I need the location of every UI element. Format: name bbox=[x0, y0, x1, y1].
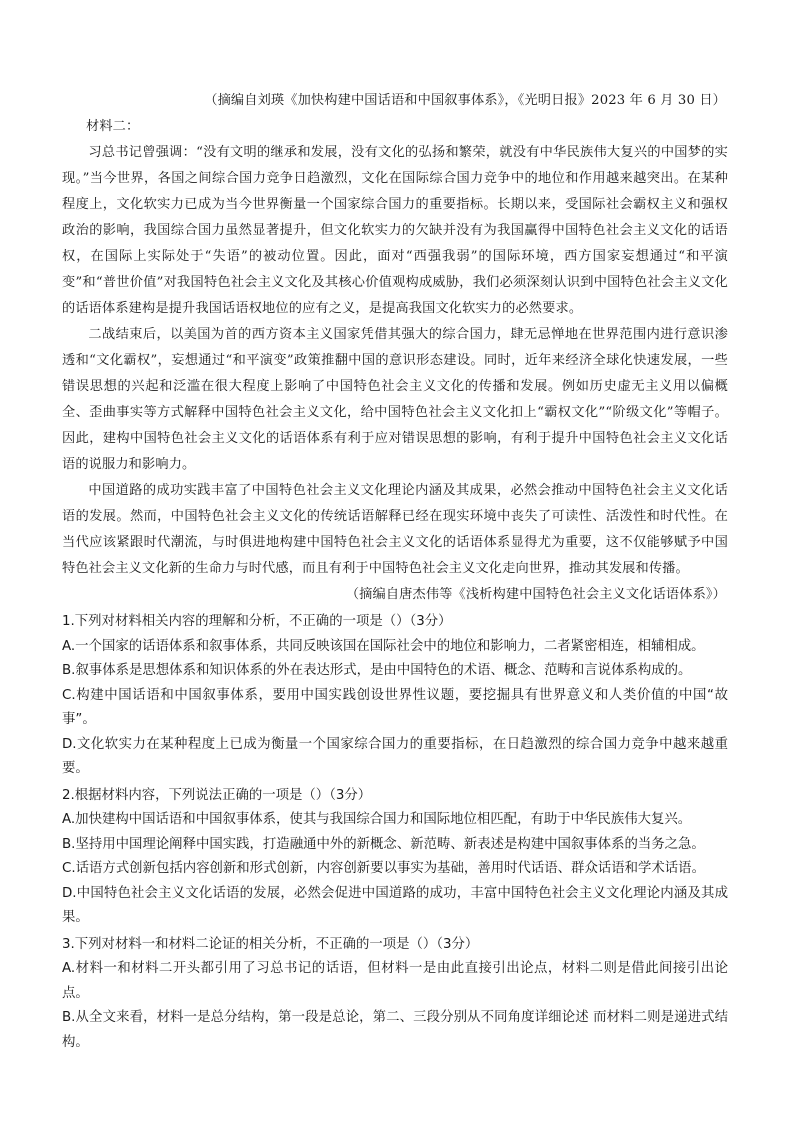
option-d: D.文化软实力在某种程度上已成为衡量一个国家综合国力的重要指标，在日趋激烈的综合国力竞争中越来越重要。 bbox=[62, 736, 728, 776]
option-d: D.中国特色社会主义文化话语的发展，必然会促进中国道路的成功，丰富中国特色社会主义文化理论内涵及其成果。 bbox=[62, 885, 728, 925]
material1-source: （摘编自刘瑛《加快构建中国话语和中国叙事体系》，《光明日报》2023 年 6 月 30 日） bbox=[204, 93, 726, 108]
question-stem: 1.下列对材料相关内容的理解和分析，不正确的一项是（）（3分） bbox=[62, 614, 452, 629]
option-a: A.加快建构中国话语和中国叙事体系，使其与我国综合国力和国际地位相匹配，有助于中华民族伟大复兴。 bbox=[62, 812, 692, 827]
material2-paragraph: 习总书记曾强调：“没有文明的继承和发展，没有文化的弘扬和繁荣，就没有中华民族伟大复兴的中国梦的实现。”当今世界，各国之间综合国力竞争日趋激烈，文化在国际综合国力竞争中的地位和作用越来越突出。在某种程度上，文化软实力已成为当今世界衡量一个国家综合国力的重要指标。长期以来，受国际社会霸权主义和强权政治的影响，我国综合国力虽然显著提升，但文化软实力的欠缺并没有为我国赢得中国特色社会主义文化的话语权，在国际上实际处于“失语”的被动位置。因此，面对“西强我弱”的国际环境，西方国家妄想通过“和平演变”和“普世价值”对我国特色社会主义文化及其核心价值观构成威胁，我们必须深刻认识到中国特色社会主义文化的话语体系建构是提升我国话语权地位的应有之义，是提高我国文化软实力的必然要求。 bbox=[62, 145, 728, 316]
material2-paragraph: 中国道路的成功实践丰富了中国特色社会主义文化理论内涵及其成果，必然会推动中国特色社会主义文化话语的发展。然而，中国特色社会主义文化的传统话语解释已经在现实环境中丧失了可读性、活泼性和时代性。在当代应该紧跟时代潮流，与时俱进地构建中国特色社会主义文化的话语体系显得尤为重要，这不仅能够赋予中国特色社会主义文化新的生命力与时代感，而且有利于中国特色社会主义文化走向世界，推动其发展和传播。 bbox=[62, 483, 728, 576]
question-stem: 2.根据材料内容，下列说法正确的一项是（）（3分） bbox=[62, 787, 372, 803]
question-1 bbox=[62, 610, 728, 782]
material2-label: 材料二： bbox=[86, 119, 140, 134]
material2-body bbox=[62, 140, 728, 582]
option-a: A.一个国家的话语体系和叙事体系，共同反映该国在国际社会中的地位和影响力，二者紧密相连，相辅相成。 bbox=[62, 638, 705, 654]
option-b: B.从全文来看，材料一是总分结构，第一段是总论，第二、三段分别从不同角度详细论述 而材料二则是递进式结构。 bbox=[62, 1010, 728, 1050]
question-stem: 3.下列对材料一和材料二论证的相关分析，不正确的一项是（）（3分） bbox=[62, 936, 479, 952]
material2-paragraph: 二战结束后，以美国为首的西方资本主义国家凭借其强大的综合国力，肆无忌惮地在世界范围内进行意识渗透和“文化霸权”，妄想通过“和平演变”政策推翻中国的意识形态建设。同时，近年来经济全球化快速发展，一些错误思想的兴起和泛滥在很大程度上影响了中国特色社会主义文化的传播和发展。例如历史虚无主义用以偏概全、歪曲事实等方式解释中国特色社会主义文化，给中国特色社会主义文化扣上“霸权文化”“阶级文化”等帽子。因此，建构中国特色社会主义文化的话语体系有利于应对错误思想的影响，有利于提升中国特色社会主义文化话语的说服力和影响力。 bbox=[62, 327, 728, 472]
material2-source: （摘编自唐杰伟等《浅析构建中国特色社会主义文化话语体系》） bbox=[345, 587, 726, 602]
question-2 bbox=[62, 784, 728, 931]
question-3 bbox=[62, 933, 728, 1056]
option-b: B.坚持用中国理论阐释中国实践，打造融通中外的新概念、新范畴、新表述是构建中国叙事体系的当务之急。 bbox=[62, 836, 705, 852]
option-b: B.叙事体系是思想体系和知识体系的外在表达形式，是由中国特色的术语、概念、范畴和言说体系构成的。 bbox=[62, 663, 692, 678]
option-c: C.话语方式创新包括内容创新和形式创新，内容创新要以事实为基础，善用时代话语、群众话语和学术话语。 bbox=[62, 861, 705, 876]
option-a: A.材料一和材料二开头都引用了习总书记的话语，但材料一是由此直接引出论点，材料二则是借此间接引出论点。 bbox=[62, 961, 728, 1001]
option-c: C.构建中国话语和中国叙事体系，要用中国实践创设世界性议题，要挖掘具有世界意义和人类价值的中国“故事”。 bbox=[62, 687, 728, 727]
